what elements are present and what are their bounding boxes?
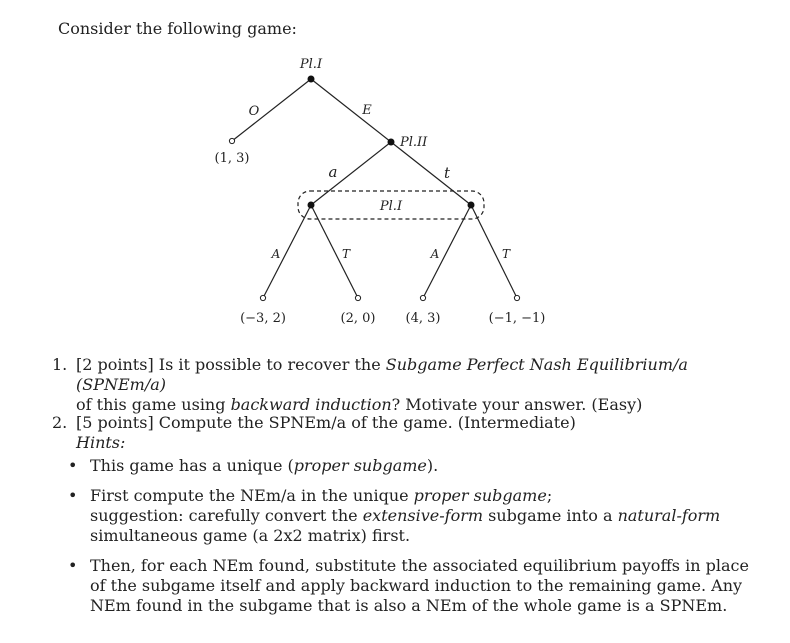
move-O-label: O <box>248 104 260 119</box>
q1-emph-spne: Subgame Perfect Nash Equilibrium/a (SPNEm/a) <box>76 355 688 394</box>
edge-E <box>311 79 391 142</box>
hint-3 <box>52 556 762 616</box>
question-2-number: 2. <box>52 413 68 432</box>
hint-2-emph-extensive: extensive-form <box>362 506 484 525</box>
q1-text-c: ? Motivate your answer. (Easy) <box>391 395 643 414</box>
payoff-tT: (−1, −1) <box>488 311 546 326</box>
q1-text-b: of this game using <box>76 395 231 414</box>
hint-1-text-a: This game has a unique ( <box>90 456 294 475</box>
pl2-player-label: Pl.II <box>400 135 428 150</box>
hint-2 <box>52 486 762 546</box>
edge-T-right <box>471 205 517 298</box>
info-node-left <box>308 202 315 209</box>
hint-3-line-3: NEm found in the subgame that is also a NEm of the whole game is a SPNEm. <box>90 596 728 615</box>
edge-A-left <box>263 205 311 298</box>
payoff-O: (1, 3) <box>214 151 250 166</box>
hint-2-text-a: First compute the NEm/a in the unique <box>90 486 414 505</box>
move-T-right-label: T <box>501 247 511 261</box>
root-player-label: Pl.I <box>299 57 323 72</box>
q2-text: [5 points] Compute the SPNEm/a of the game. (Intermediate) <box>76 413 576 432</box>
move-A-right-label: A <box>430 247 440 261</box>
payoff-aA: (−3, 2) <box>240 311 286 326</box>
hint-3-line-1: Then, for each NEm found, substitute the associated equilibrium payoffs in place <box>90 556 749 575</box>
question-1-number: 1. <box>52 355 68 374</box>
edge-t <box>391 142 471 205</box>
info-set-player-label: Pl.I <box>379 199 403 214</box>
info-node-right <box>468 202 475 209</box>
hint-2-text-b: ; <box>546 486 553 505</box>
terminal-aT <box>355 295 360 300</box>
hint-1-bullet: • <box>68 456 78 475</box>
edge-a <box>311 142 391 205</box>
hint-2-emph-natural: natural-form <box>617 506 721 525</box>
hint-2-emph-subgame: proper subgame <box>413 486 547 505</box>
move-a-label: a <box>328 163 338 181</box>
hint-3-bullet: • <box>68 556 78 575</box>
hint-2-text-d: subgame into a <box>483 506 618 525</box>
intro-text: Consider the following game: <box>58 19 297 38</box>
hint-1-emph: proper subgame <box>293 456 427 475</box>
root-node <box>308 76 315 83</box>
q1-emph-backward: backward induction <box>230 395 392 414</box>
hints-label: Hints: <box>76 433 126 452</box>
hint-1 <box>52 456 762 476</box>
hint-3-line-2: of the subgame itself and apply backward induction to the remaining game. Any <box>90 576 743 595</box>
q1-text-a: [2 points] Is it possible to recover the <box>76 355 386 374</box>
hint-1-text-b: ). <box>426 456 439 475</box>
question-2 <box>52 413 752 616</box>
pl2-node <box>388 139 395 146</box>
edge-O <box>232 79 311 141</box>
terminal-aA <box>260 295 265 300</box>
terminal-O <box>229 138 234 143</box>
hint-2-text-e: simultaneous game (a 2x2 matrix) first. <box>90 526 411 545</box>
hint-list <box>52 456 762 616</box>
question-1 <box>52 355 752 415</box>
move-E-label: E <box>362 103 372 118</box>
payoff-tA: (4, 3) <box>405 311 441 326</box>
hint-2-bullet: • <box>68 486 78 505</box>
payoff-aT: (2, 0) <box>340 311 376 326</box>
hint-2-text-c: suggestion: carefully convert the <box>90 506 363 525</box>
move-A-left-label: A <box>271 247 281 261</box>
terminal-tT <box>514 295 519 300</box>
terminal-tA <box>420 295 425 300</box>
move-T-left-label: T <box>341 247 351 261</box>
move-t-label: t <box>443 164 451 182</box>
